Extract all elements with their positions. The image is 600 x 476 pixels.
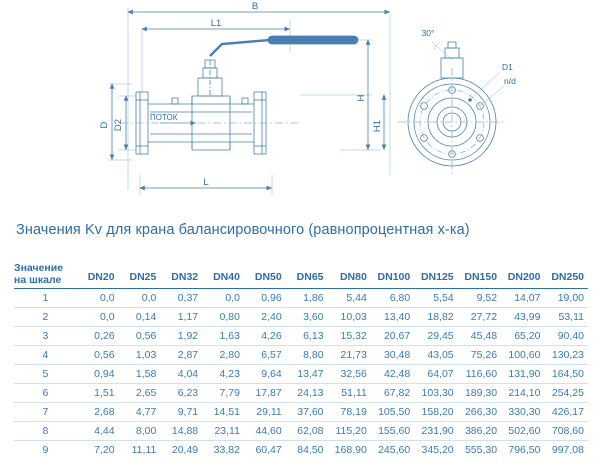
cell-dn125: 29,45 bbox=[414, 326, 457, 345]
cell-dn150: 266,30 bbox=[458, 402, 501, 421]
cell-dn150: 45,48 bbox=[458, 326, 501, 345]
technical-drawing bbox=[0, 0, 600, 210]
table-row bbox=[14, 440, 588, 459]
cell-dn50: 4,26 bbox=[244, 326, 286, 345]
row-scale-value: 7 bbox=[14, 402, 77, 421]
dim-label-h1: H1 bbox=[372, 119, 383, 133]
table-title: Значения Kv для крана балансировочного (равнопроцентная х-ка) bbox=[16, 222, 470, 238]
cell-dn100: 20,67 bbox=[371, 326, 414, 345]
cell-dn125: 64,07 bbox=[414, 364, 457, 383]
column-header-dn80: DN80 bbox=[328, 258, 371, 288]
table-row bbox=[14, 326, 588, 345]
cell-dn40: 14,51 bbox=[202, 402, 244, 421]
cell-dn20: 2,68 bbox=[77, 402, 119, 421]
cell-dn100: 155,60 bbox=[371, 421, 414, 440]
column-header-dn250: DN250 bbox=[544, 258, 588, 288]
cell-dn20: 0,0 bbox=[77, 307, 119, 326]
cell-dn65: 62,08 bbox=[286, 421, 328, 440]
cell-dn25: 0,0 bbox=[119, 288, 161, 307]
corner-header-line2: на шкале bbox=[14, 273, 62, 286]
cell-dn25: 0,56 bbox=[119, 326, 161, 345]
cell-dn20: 0,94 bbox=[77, 364, 119, 383]
cell-dn50: 0,96 bbox=[244, 288, 286, 307]
cell-dn150: 386,20 bbox=[458, 421, 501, 440]
cell-dn40: 2,80 bbox=[202, 345, 244, 364]
cell-dn250: 53,11 bbox=[544, 307, 588, 326]
cell-dn200: 502,60 bbox=[501, 421, 544, 440]
valve-drawing-svg bbox=[0, 0, 600, 210]
cell-dn40: 1,63 bbox=[202, 326, 244, 345]
dim-label-d2: D2 bbox=[113, 118, 124, 132]
cell-dn20: 0,56 bbox=[77, 345, 119, 364]
cell-dn250: 254,25 bbox=[544, 383, 588, 402]
cell-dn125: 43,05 bbox=[414, 345, 457, 364]
cell-dn25: 11,11 bbox=[131, 443, 157, 456]
corner-header bbox=[14, 258, 77, 288]
row-scale-value: 5 bbox=[14, 364, 77, 383]
table-row bbox=[14, 307, 588, 326]
cell-dn32: 20,49 bbox=[171, 443, 199, 456]
table-row bbox=[14, 364, 588, 383]
row-scale-value: 9 bbox=[42, 443, 49, 456]
cell-dn50: 6,57 bbox=[244, 345, 286, 364]
cell-dn200: 100,60 bbox=[501, 345, 544, 364]
cell-dn125: 5,54 bbox=[414, 288, 457, 307]
cell-dn200: 14,07 bbox=[501, 288, 544, 307]
table-header-row bbox=[14, 258, 588, 288]
dim-label-d: D bbox=[99, 121, 110, 129]
table-row bbox=[14, 288, 588, 307]
corner-header-line1: Значение bbox=[14, 261, 64, 274]
cell-dn80: 115,20 bbox=[328, 421, 371, 440]
cell-dn40: 7,79 bbox=[202, 383, 244, 402]
cell-dn80: 78,19 bbox=[328, 402, 371, 421]
cell-dn32: 4,04 bbox=[160, 364, 202, 383]
cell-dn32: 1,17 bbox=[160, 307, 202, 326]
row-scale-value: 3 bbox=[14, 326, 77, 345]
cell-dn25: 1,03 bbox=[119, 345, 161, 364]
cell-dn32: 9,71 bbox=[160, 402, 202, 421]
cell-dn20: 1,51 bbox=[77, 383, 119, 402]
column-header-dn40: DN40 bbox=[202, 258, 244, 288]
cell-dn100: 30,48 bbox=[371, 345, 414, 364]
cell-dn150: 555,30 bbox=[464, 443, 498, 456]
cell-dn100: 13,40 bbox=[371, 307, 414, 326]
cell-dn80: 32,56 bbox=[328, 364, 371, 383]
table-row bbox=[14, 383, 588, 402]
dim-label-d1: D1 bbox=[502, 62, 513, 72]
table-row bbox=[14, 421, 588, 440]
table-row bbox=[14, 402, 588, 421]
dim-label-l1: L1 bbox=[210, 18, 222, 29]
flow-label: ПОТОК bbox=[150, 113, 178, 122]
cell-dn200: 214,10 bbox=[501, 383, 544, 402]
cell-dn150: 75,26 bbox=[458, 345, 501, 364]
cell-dn40: 0,0 bbox=[202, 288, 244, 307]
cell-dn32: 0,37 bbox=[160, 288, 202, 307]
cell-dn65: 6,13 bbox=[286, 326, 328, 345]
dim-label-b: B bbox=[251, 1, 259, 12]
cell-dn100: 6,80 bbox=[371, 288, 414, 307]
cell-dn150: 189,30 bbox=[458, 383, 501, 402]
column-header-dn65: DN65 bbox=[286, 258, 328, 288]
cell-dn80: 168,90 bbox=[334, 443, 367, 456]
column-header-dn150: DN150 bbox=[458, 258, 501, 288]
cell-dn40: 23,11 bbox=[202, 421, 244, 440]
cell-dn65: 1,86 bbox=[286, 288, 328, 307]
cell-dn125: 158,20 bbox=[414, 402, 457, 421]
cell-dn20: 4,44 bbox=[77, 421, 119, 440]
cell-dn80: 10,03 bbox=[328, 307, 371, 326]
row-scale-value: 2 bbox=[14, 307, 77, 326]
kv-values-table bbox=[14, 258, 588, 459]
cell-dn80: 21,73 bbox=[328, 345, 371, 364]
cell-dn40: 4,23 bbox=[202, 364, 244, 383]
row-scale-value: 1 bbox=[14, 288, 77, 307]
cell-dn100: 245,60 bbox=[378, 443, 411, 456]
cell-dn150: 9,52 bbox=[458, 288, 501, 307]
cell-dn100: 105,50 bbox=[371, 402, 414, 421]
row-scale-value: 6 bbox=[14, 383, 77, 402]
cell-dn65: 3,60 bbox=[286, 307, 328, 326]
column-header-dn125: DN125 bbox=[414, 258, 457, 288]
cell-dn80: 51,11 bbox=[328, 383, 371, 402]
cell-dn50: 44,60 bbox=[244, 421, 286, 440]
cell-dn25: 2,65 bbox=[119, 383, 161, 402]
cell-dn250: 426,17 bbox=[544, 402, 588, 421]
column-header-dn100: DN100 bbox=[371, 258, 414, 288]
cell-dn65: 84,50 bbox=[297, 443, 324, 456]
column-header-dn50: DN50 bbox=[244, 258, 286, 288]
cell-dn32: 6,23 bbox=[160, 383, 202, 402]
cell-dn80: 15,32 bbox=[328, 326, 371, 345]
cell-dn20: 0,26 bbox=[77, 326, 119, 345]
cell-dn200: 43,99 bbox=[501, 307, 544, 326]
cell-dn65: 13,47 bbox=[286, 364, 328, 383]
cell-dn250: 708,60 bbox=[544, 421, 588, 440]
cell-dn65: 37,60 bbox=[286, 402, 328, 421]
cell-dn200: 131,90 bbox=[501, 364, 544, 383]
row-scale-value: 8 bbox=[14, 421, 77, 440]
cell-dn50: 17,87 bbox=[244, 383, 286, 402]
cell-dn50: 2,40 bbox=[244, 307, 286, 326]
column-header-dn200: DN200 bbox=[501, 258, 544, 288]
column-header-dn32: DN32 bbox=[160, 258, 202, 288]
cell-dn250: 164,50 bbox=[544, 364, 588, 383]
column-header-dn20: DN20 bbox=[77, 258, 119, 288]
cell-dn20: 0,0 bbox=[77, 288, 119, 307]
cell-dn25: 4,77 bbox=[119, 402, 161, 421]
cell-dn200: 796,50 bbox=[508, 443, 541, 456]
angle-label: 30° bbox=[421, 28, 435, 38]
dim-label-l: L bbox=[203, 177, 209, 188]
dim-label-h: H bbox=[356, 94, 367, 102]
cell-dn250: 997,08 bbox=[551, 443, 584, 456]
cell-dn40: 0,80 bbox=[202, 307, 244, 326]
column-header-dn25: DN25 bbox=[119, 258, 161, 288]
cell-dn150: 27,72 bbox=[458, 307, 501, 326]
cell-dn25: 1,58 bbox=[119, 364, 161, 383]
cell-dn32: 1,92 bbox=[160, 326, 202, 345]
cell-dn100: 42,48 bbox=[371, 364, 414, 383]
cell-dn50: 60,47 bbox=[255, 443, 282, 456]
table-body bbox=[14, 288, 588, 459]
cell-dn65: 8,80 bbox=[286, 345, 328, 364]
cell-dn125: 345,20 bbox=[421, 443, 454, 456]
cell-dn125: 231,90 bbox=[414, 421, 457, 440]
cell-dn32: 14,88 bbox=[160, 421, 202, 440]
cell-dn25: 8,00 bbox=[119, 421, 161, 440]
cell-dn250: 19,00 bbox=[544, 288, 588, 307]
cell-dn25: 0,14 bbox=[119, 307, 161, 326]
cell-dn50: 29,11 bbox=[244, 402, 286, 421]
cell-dn80: 5,44 bbox=[328, 288, 371, 307]
cell-dn150: 116,60 bbox=[458, 364, 501, 383]
cell-dn20: 7,20 bbox=[94, 443, 115, 456]
cell-dn65: 24,13 bbox=[286, 383, 328, 402]
cell-dn200: 330,30 bbox=[501, 402, 544, 421]
row-scale-value: 4 bbox=[14, 345, 77, 364]
table-head bbox=[14, 258, 588, 288]
table-row bbox=[14, 345, 588, 364]
cell-dn125: 18,82 bbox=[414, 307, 457, 326]
cell-dn32: 2,87 bbox=[160, 345, 202, 364]
cell-dn125: 103,30 bbox=[414, 383, 457, 402]
cell-dn250: 90,40 bbox=[544, 326, 588, 345]
cell-dn250: 130,23 bbox=[544, 345, 588, 364]
cell-dn100: 67,82 bbox=[371, 383, 414, 402]
dim-label-nd: n/d bbox=[504, 76, 516, 86]
cell-dn200: 65,20 bbox=[501, 326, 544, 345]
cell-dn50: 9,64 bbox=[244, 364, 286, 383]
cell-dn40: 33,82 bbox=[213, 443, 240, 456]
